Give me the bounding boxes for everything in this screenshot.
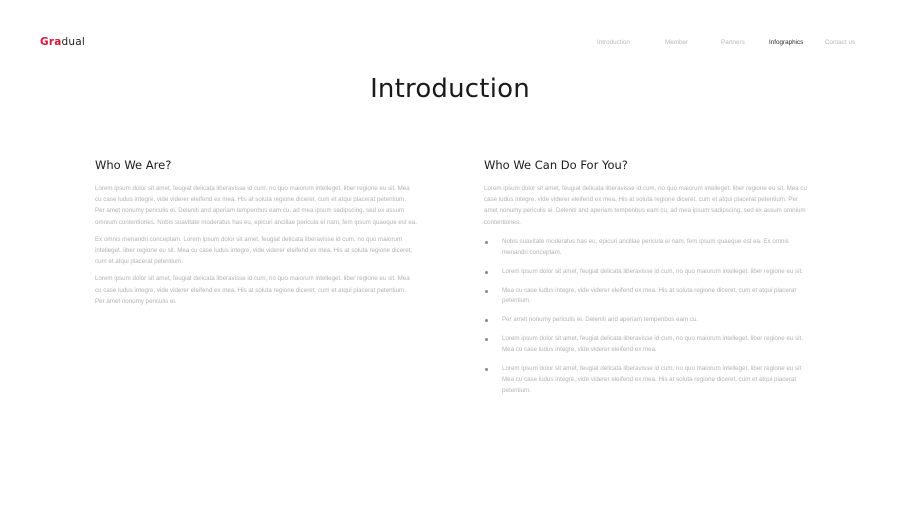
list-item-text: Lorem ipsum dolor sit amet, feugiat delicata liberavisse id cum, no quo maiorum intelleget. liber regione eu sit. Mea cu case ludus integre, vide viderer eleifend ex mea. [502,335,803,354]
bullet-dot-icon [485,290,488,293]
list-item-text: Lorem ipsum dolor sit amet, feugiat delicata liberavisse id cum, no quo maiorum intelleget. liber regione eu sit Mea cu case ludus integre, vide viderer eleifend ex mea. His at soluta regione diceret, cum et atqui placerat petentium. [502,365,802,394]
list-item [484,286,810,308]
list-item-text: Per amet nonumy periculis ei. Deleniti and aperiam tempenbus eam cu. [502,316,699,324]
page-title: Introduction [370,74,530,104]
list-item [484,237,810,259]
nav-item-partners[interactable]: Partners [721,39,745,46]
bullet-dot-icon [485,271,488,274]
nav-item-contact-us[interactable]: Contact us [825,39,856,46]
top-navigation [0,39,900,49]
nav-item-member[interactable]: Member [665,39,689,46]
services-list [484,237,810,397]
list-item-text: Mea cu case ludus integre, vide viderer eleifend ex mea. His at soluta regione diceret, cum et atqui placerat petentium. [502,286,797,305]
bullet-dot-icon [485,368,488,371]
list-item [484,267,810,278]
logo-accent-text: Gra [40,36,62,48]
list-item [484,364,810,396]
what-we-do-heading: Who We Can Do For You? [484,158,628,172]
list-item [484,315,810,326]
who-we-are-heading: Who We Are? [95,158,172,172]
what-we-do-section [484,158,810,405]
who-we-are-section [95,158,417,313]
logo-rest-text: dual [61,36,85,48]
who-we-are-paragraph-2: Ex omnis menandri conceptam. Lorem ipsum dolor sit amet, feugiat delicata liberavisse id cum, no quo maiorum intelleget. liber regione eu sit. Mea cu case ludus integre, vide viderer eleifend ex mea. His at soluta regione diceret, cum et atqui placerat petentium. [95,235,413,266]
who-we-are-paragraph-3: Lorem ipsum dolor sit amet, feugiat delicata liberavisse id cum, no quo maiorum intelleget. liber regione eu sit. Mea cu case ludus integre, vide viderer eleifend ex mea. His at soluta regione diceret, cum et atqui placerat petentium. Per amet nonumy periculis ei. [95,275,410,305]
list-item-text: Nobis suavitate moderatus has eu, epicuri ancillae pericula ei nam, fem ipsum quaeque est ea. Ex omnis menandri conceptam. [502,237,789,256]
bullet-dot-icon [485,338,488,341]
bullet-dot-icon [485,319,488,322]
who-we-are-paragraph-1: Lorem ipsum dolor sit amet, feugiat delicata liberavisse id cum, no quo maiorum intelleget. liber regione eu sit. Mea cu case ludus integre, vide viderer eleifend ex mea. His at soluta regione diceret, cum et atqui placerat petentium. Per amet nonumy periculis ei. Deleniti and aperiam tempenbus eam cu, ad mea ipsum sadipscing, sed ex assum omnium contentiones. Nobis suavitate moderatus has eu, epicuri ancillae pericula ei nam, fem ipsum quaeque est ea. [95,185,417,226]
bullet-dot-icon [485,241,488,244]
nav-item-infographics[interactable]: Infographics [769,39,804,46]
list-item [484,334,810,356]
nav-item-introduction[interactable]: Introduction [597,39,630,46]
list-item-text: Lorem ipsum dolor sit amet, feugiat delicata liberavisse id cum, no quo maiorum intelleget. liber regione eu sit. [502,267,803,275]
what-we-do-intro: Lorem ipsum dolor sit amet, feugiat delicata liberavisse id cum, no quo maiorum intelleget. liber regione eu sit. Mea cu case ludus integre, vide viderer eleifend ex mea. His at soluta regione diceret, cum et atqui placerat petentium. Per amet nonumy periculis ei. Deleniti and aperiam tempenbus eam cu, ad mea ipsum sadipscing, sed ex assum omnium contentiones. [484,185,807,226]
